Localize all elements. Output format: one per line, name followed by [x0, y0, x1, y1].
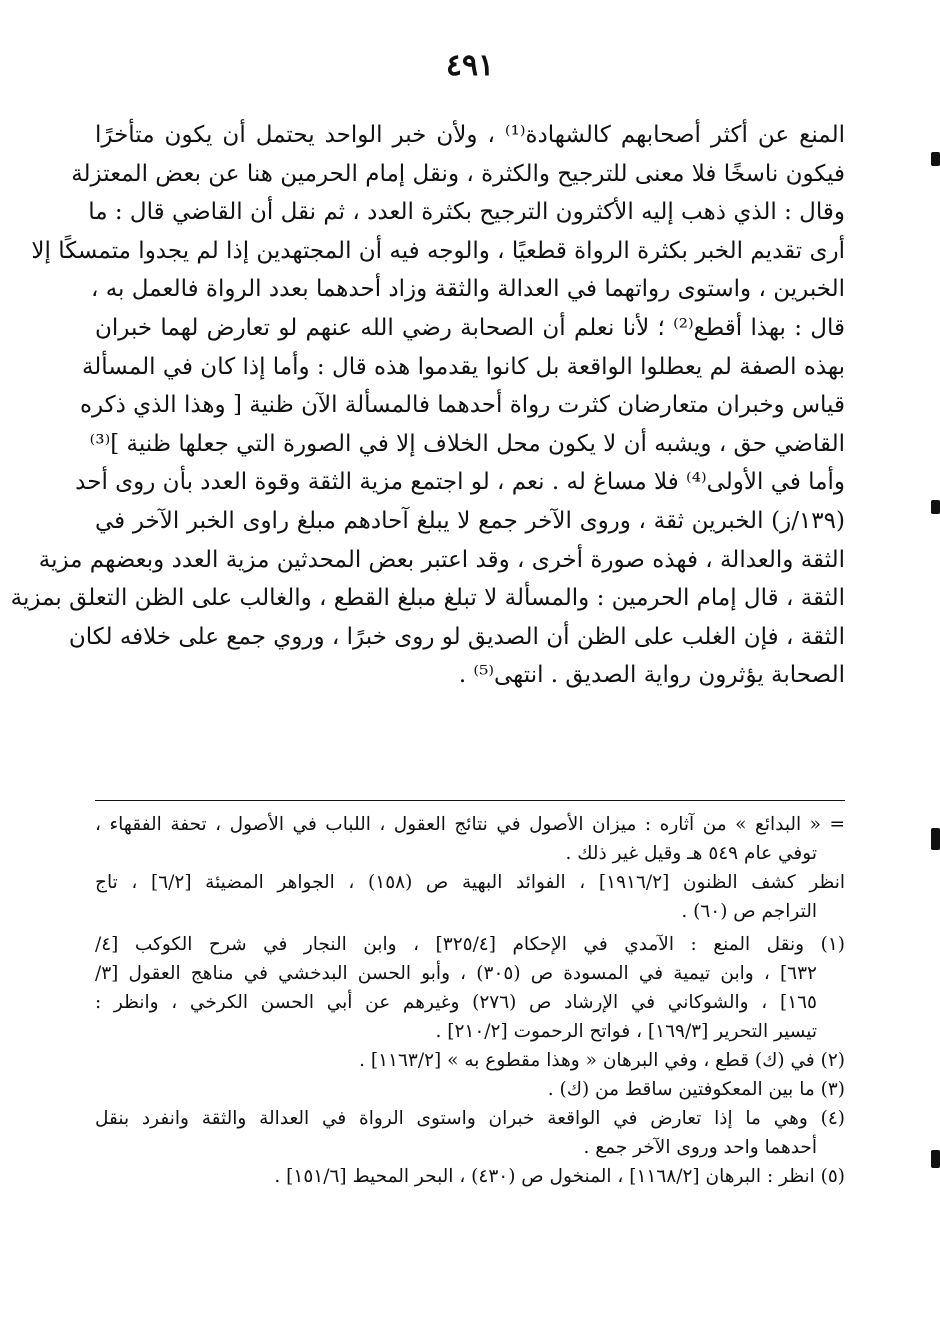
body-line: الثقة ، قال إمام الحرمين : والمسألة لا تبلغ مبلغ القطع ، والغالب على الظن التعلق بمزية	[10, 585, 845, 612]
footnote-line: (٣) ما بين المعكوفتين ساقط من (ك) .	[547, 1079, 845, 1100]
footnote-line: توفي عام ٥٤٩ هـ وقيل غير ذلك .	[565, 843, 817, 864]
scan-edge-mark	[931, 828, 940, 850]
footnote-2	[95, 1046, 845, 1075]
footnote-line: انظر كشف الظنون [١٩١٦/٢] ، الفوائد البهية ص (١٥٨) ، الجواهر المضيئة [٦/٢] ، تاج	[95, 872, 846, 893]
footnote-line: التراجم ص (٦٠) .	[681, 901, 817, 922]
body-line: فيكون ناسخًا فلا معنى للترجيح والكثرة ، ونقل إمام الحرمين هنا عن بعض المعتزلة	[71, 160, 845, 187]
footnote-line: = « البدائع » من آثاره : ميزان الأصول في نتائج العقول ، اللباب في الأصول ، تحفة الفقهاء ،	[95, 814, 845, 835]
footnote-4	[95, 1104, 845, 1162]
body-line: قال : بهذا أقطع⁽²⁾ ؛ لأنا نعلم أن الصحابة رضي الله عنهم لو تعارض لهما خبران	[95, 314, 845, 341]
page-number: ٤٩١	[445, 48, 495, 83]
footnote-line: (٢) في (ك) قطع ، وفي البرهان « وهذا مقطوع به » [١١٦٣/٢] .	[359, 1050, 845, 1071]
scan-edge-mark	[931, 152, 940, 166]
footnotes-section	[95, 810, 845, 1191]
footnote-3	[95, 1075, 845, 1104]
body-line: أرى تقديم الخبر بكثرة الرواة قطعيًا ، والوجه فيه أن المجتهدين إذا لم يجدوا متمسكًا إلا	[31, 237, 845, 264]
main-body-text	[10, 116, 845, 695]
body-line: وقال : الذي ذهب إليه الأكثرون الترجيح بكثرة العدد ، ثم نقل أن القاضي قال : ما	[88, 199, 845, 226]
body-line: (١٣٩/ز) الخبرين ثقة ، وروى الآخر جمع لا يبلغ آحادهم مبلغ راوى الخبر الآخر في	[95, 507, 845, 534]
footnote-line: (١) ونقل المنع : الآمدي في الإحكام [٣٢٥/٤] ، وابن النجار في شرح الكوكب [٤/	[95, 934, 845, 955]
body-line: الثقة ، فإن الغلب على الظن أن الصديق لو روى خبرًا ، وروي جمع على خلافه لكان	[68, 623, 845, 650]
body-line: بهذه الصفة لم يعطلوا الواقعة بل كانوا يقدموا هذه قال : وأما إذا كان في المسألة	[81, 353, 845, 380]
footnote-continuation	[95, 810, 845, 926]
footnote-5	[95, 1162, 845, 1191]
body-line: القاضي حق ، ويشبه أن لا يكون محل الخلاف إلا في الصورة التي جعلها ظنية ]⁽³⁾	[89, 430, 845, 457]
footnote-line: (٤) وهي ما إذا تعارض في الواقعة خبران واستوى الرواة في العدالة والثقة وانفرد بنقل	[95, 1108, 845, 1129]
body-line: وأما في الأولى⁽⁴⁾ فلا مساغ له . نعم ، لو اجتمع مزية الثقة وقوة العدد بأن روى أحد	[75, 469, 845, 496]
body-line: الخبرين ، واستوى رواتهما في العدالة والثقة وزاد أحدهما بعدد الرواة فالعمل به ،	[90, 276, 845, 303]
body-line: المنع عن أكثر أصحابهم كالشهادة⁽¹⁾ ، ولأن خبر الواحد يحتمل أن يكون متأخرًا	[95, 122, 845, 148]
footnote-line: ١٦٥] ، والشوكاني في الإرشاد ص (٢٧٦) وغيرهم عن أبي الحسن الكرخي ، وانظر :	[95, 992, 817, 1013]
body-line: الثقة والعدالة ، فهذه صورة أخرى ، وقد اعتبر بعض المحدثين مزية العدد وبعضهم مزية	[38, 546, 845, 573]
scan-edge-mark	[931, 1150, 940, 1168]
footnote-line: (٥) انظر : البرهان [١١٦٨/٢] ، المنخول ص (٤٣٠) ، البحر المحيط [١٥١/٦] .	[274, 1166, 845, 1187]
footnote-line: ٦٣٢] ، وابن تيمية في المسودة ص (٣٠٥) ، وأبو الحسن البدخشي في مناهج العقول [٣/	[95, 963, 817, 984]
footnote-line: أحدهما واحد وروى الآخر جمع .	[583, 1137, 817, 1158]
body-line: قياس وخبران متعارضان كثرت رواة أحدهما فالمسألة الآن ظنية [ وهذا الذي ذكره	[79, 392, 845, 419]
footnote-line: تيسير التحرير [١٦٩/٣] ، فواتح الرحموت [٢١٠/٢] .	[435, 1021, 817, 1042]
scan-edge-mark	[931, 500, 940, 514]
footnote-divider	[95, 800, 845, 801]
body-line: الصحابة يؤثرون رواية الصديق . انتهى⁽⁵⁾ .	[458, 662, 845, 689]
footnote-1	[95, 930, 845, 1046]
